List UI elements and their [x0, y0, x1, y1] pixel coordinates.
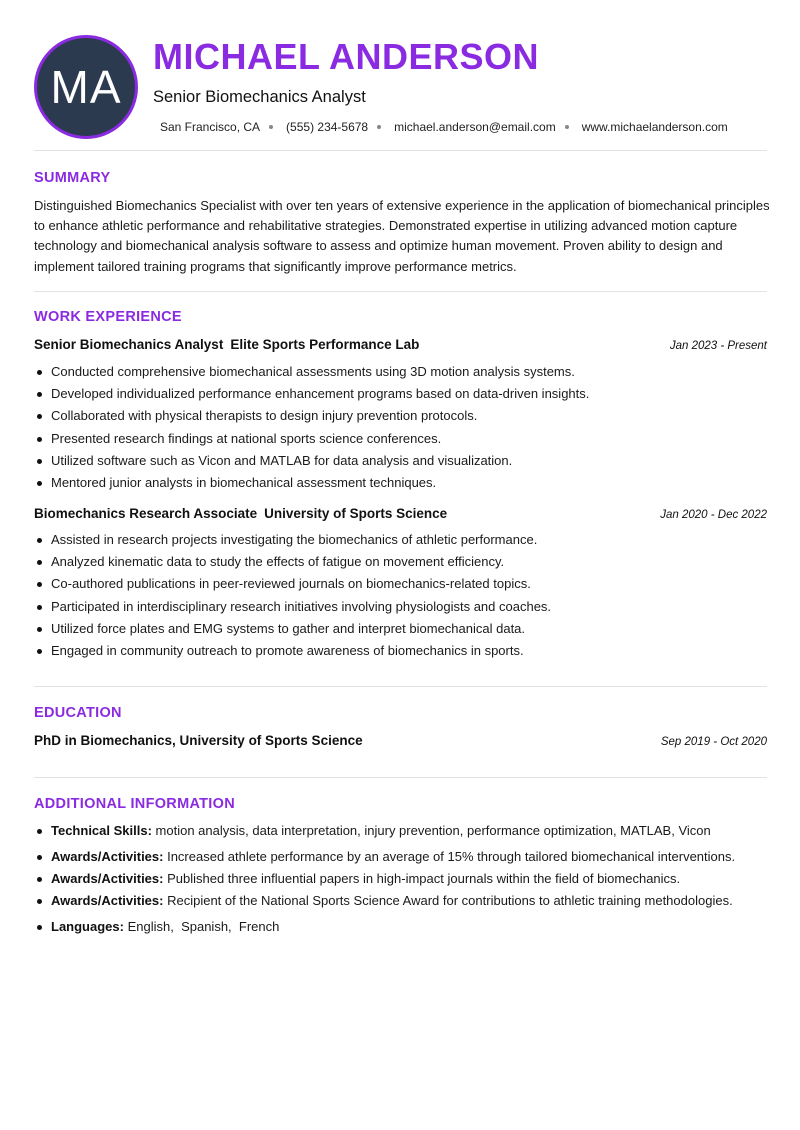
info-label: Awards/Activities:	[51, 849, 164, 864]
job-title-line	[34, 506, 447, 521]
separator-dot	[377, 125, 381, 129]
info-label: Languages:	[51, 919, 124, 934]
info-label: Awards/Activities:	[51, 871, 164, 886]
candidate-name: MICHAEL ANDERSON	[153, 36, 540, 77]
job-dates: Jan 2020 - Dec 2022	[660, 509, 767, 521]
job-dates: Jan 2023 - Present	[669, 340, 767, 352]
list-item: Developed individualized performance enhancement programs based on data-driven insights.	[34, 385, 767, 407]
education-entry	[34, 733, 767, 748]
divider	[34, 150, 767, 151]
experience-heading: WORK EXPERIENCE	[34, 309, 182, 325]
avatar-initials: MA	[50, 61, 122, 113]
list-item: Mentored junior analysts in biomechanical assessment techniques.	[34, 474, 767, 496]
list-item: Collaborated with physical therapists to design injury prevention protocols.	[34, 407, 767, 429]
contact-website[interactable]: www.michaelanderson.com	[581, 120, 728, 134]
avatar	[34, 35, 138, 139]
list-item	[34, 892, 774, 918]
job-title-line	[34, 337, 419, 352]
divider	[34, 291, 767, 292]
list-item: Analyzed kinematic data to study the effects of fatigue on movement efficiency.	[34, 553, 767, 575]
list-item: Participated in interdisciplinary research initiatives involving physiologists and coaches.	[34, 598, 767, 620]
list-item: Presented research findings at national sports science conferences.	[34, 430, 767, 452]
info-text: motion analysis, data interpretation, injury prevention, performance optimization, MATLAB, Vicon	[155, 823, 711, 838]
info-text: English, Spanish, French	[127, 919, 280, 934]
job-role: Biomechanics Research Associate	[34, 506, 258, 521]
list-item: Utilized force plates and EMG systems to gather and interpret biomechanical data.	[34, 620, 767, 642]
candidate-title: Senior Biomechanics Analyst	[153, 88, 366, 106]
list-item: Co-authored publications in peer-reviewed journals on biomechanics-related topics.	[34, 575, 767, 597]
summary-heading: SUMMARY	[34, 170, 111, 186]
divider	[34, 777, 767, 778]
info-text: Recipient of the National Sports Science Award for contributions to athletic training methodologies.	[167, 893, 733, 908]
contact-email[interactable]: michael.anderson@email.com	[394, 120, 556, 134]
contact-phone: (555) 234-5678	[286, 120, 369, 134]
education-dates: Sep 2019 - Oct 2020	[660, 736, 767, 748]
job-company: University of Sports Science	[264, 506, 448, 521]
additional-heading: ADDITIONAL INFORMATION	[34, 796, 235, 812]
info-text: Increased athlete performance by an average of 15% through tailored biomechanical interventions.	[167, 849, 736, 864]
list-item	[34, 848, 774, 870]
divider	[34, 686, 767, 687]
list-item: Assisted in research projects investigating the biomechanics of athletic performance.	[34, 531, 767, 553]
info-label: Technical Skills:	[51, 823, 152, 838]
list-item: Engaged in community outreach to promote awareness of biomechanics in sports.	[34, 642, 767, 664]
job-company: Elite Sports Performance Lab	[230, 337, 420, 352]
list-item	[34, 822, 774, 848]
info-label: Awards/Activities:	[51, 893, 164, 908]
job-header	[34, 506, 767, 521]
separator-dot	[269, 125, 273, 129]
job-bullets	[34, 363, 767, 496]
list-item: Utilized software such as Vicon and MATLAB for data analysis and visualization.	[34, 452, 767, 474]
summary-text: Distinguished Biomechanics Specialist with over ten years of extensive experience in the application of biomechanical principles to enhance athletic performance and rehabilitative strategies. Demonstrated expertise in utilizing advanced motion capture technology and biomechanical analysis software to assess and optimize human movement. Proven ability to design and implement tailored training programs that significantly improve performance metrics.	[34, 198, 770, 274]
contact-location: San Francisco, CA	[160, 120, 261, 134]
job-bullets	[34, 531, 767, 664]
contact-bar	[153, 120, 768, 134]
job-role: Senior Biomechanics Analyst	[34, 337, 224, 352]
education-heading: EDUCATION	[34, 705, 122, 721]
additional-list	[34, 822, 774, 940]
list-item: Conducted comprehensive biomechanical assessments using 3D motion analysis systems.	[34, 363, 767, 385]
education-degree: PhD in Biomechanics, University of Sports Science	[34, 733, 363, 748]
list-item	[34, 870, 774, 892]
info-text: Published three influential papers in high-impact journals within the field of biomechanics.	[167, 871, 681, 886]
job-header	[34, 337, 767, 352]
list-item	[34, 918, 774, 940]
separator-dot	[565, 125, 569, 129]
